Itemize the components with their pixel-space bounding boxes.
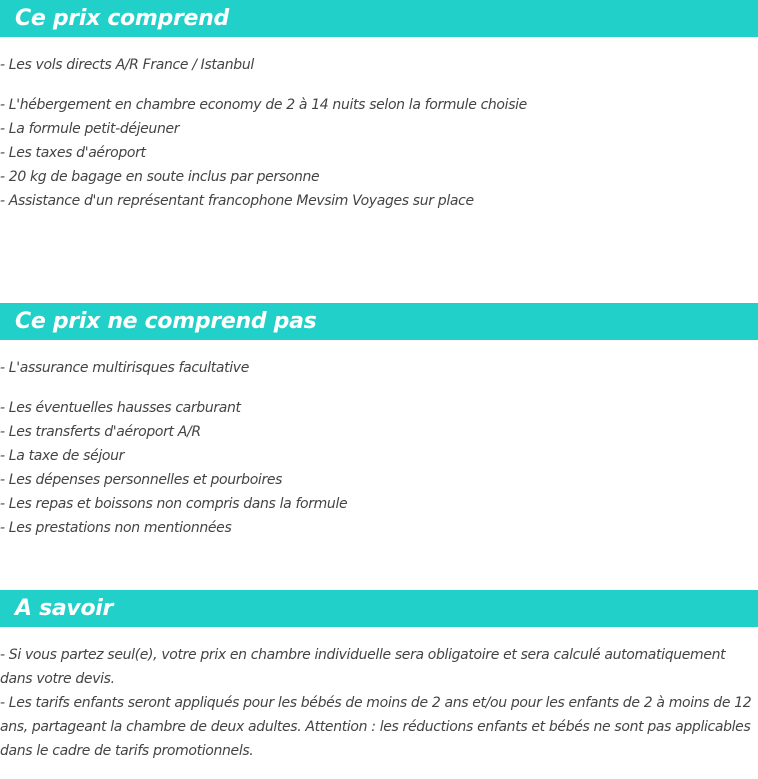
excluded-item-transfers: - Les transferts d'aéroport A/R [0, 424, 201, 440]
info-paragraph-children-rates: - Les tarifs enfants seront appliqués pour les bébés de moins de 2 ans et/ou pour les enfants de 2 à moins de 12 ans, partageant la chambre de deux adultes. Attention : les réductions enfants et bébés ne sont pas applicables dans le cadre de tarifs promotionnels. [0, 695, 752, 759]
included-item-accommodation: - L'hébergement en chambre economy de 2 à 14 nuits selon la formule choisie [0, 97, 527, 113]
excluded-section-title: Ce prix ne comprend pas [15, 309, 317, 334]
included-item-breakfast: - La formule petit-déjeuner [0, 121, 180, 137]
included-item-baggage: - 20 kg de bagage en soute inclus par personne [0, 169, 320, 185]
excluded-item-personal-expenses: - Les dépenses personnelles et pourboires [0, 472, 283, 488]
excluded-item-tourist-tax: - La taxe de séjour [0, 448, 125, 464]
info-section-title: A savoir [15, 596, 114, 621]
included-item-assistance: - Assistance d'un représentant francophone Mevsim Voyages sur place [0, 193, 474, 209]
excluded-item-unmentioned: - Les prestations non mentionnées [0, 520, 232, 536]
excluded-item-insurance: - L'assurance multirisques facultative [0, 360, 250, 376]
excluded-item-meals: - Les repas et boissons non compris dans la formule [0, 496, 348, 512]
info-paragraph-single-room: - Si vous partez seul(e), votre prix en chambre individuelle sera obligatoire et sera calculé automatiquement dans votre devis. [0, 647, 726, 687]
included-item-flights: - Les vols directs A/R France / Istanbul [0, 57, 254, 73]
excluded-section-header [0, 303, 758, 340]
excluded-item-fuel: - Les éventuelles hausses carburant [0, 400, 241, 416]
included-item-airport-taxes: - Les taxes d'aéroport [0, 145, 146, 161]
info-section-header [0, 590, 758, 627]
included-section-header [0, 0, 758, 37]
included-section-title: Ce prix comprend [15, 6, 229, 31]
